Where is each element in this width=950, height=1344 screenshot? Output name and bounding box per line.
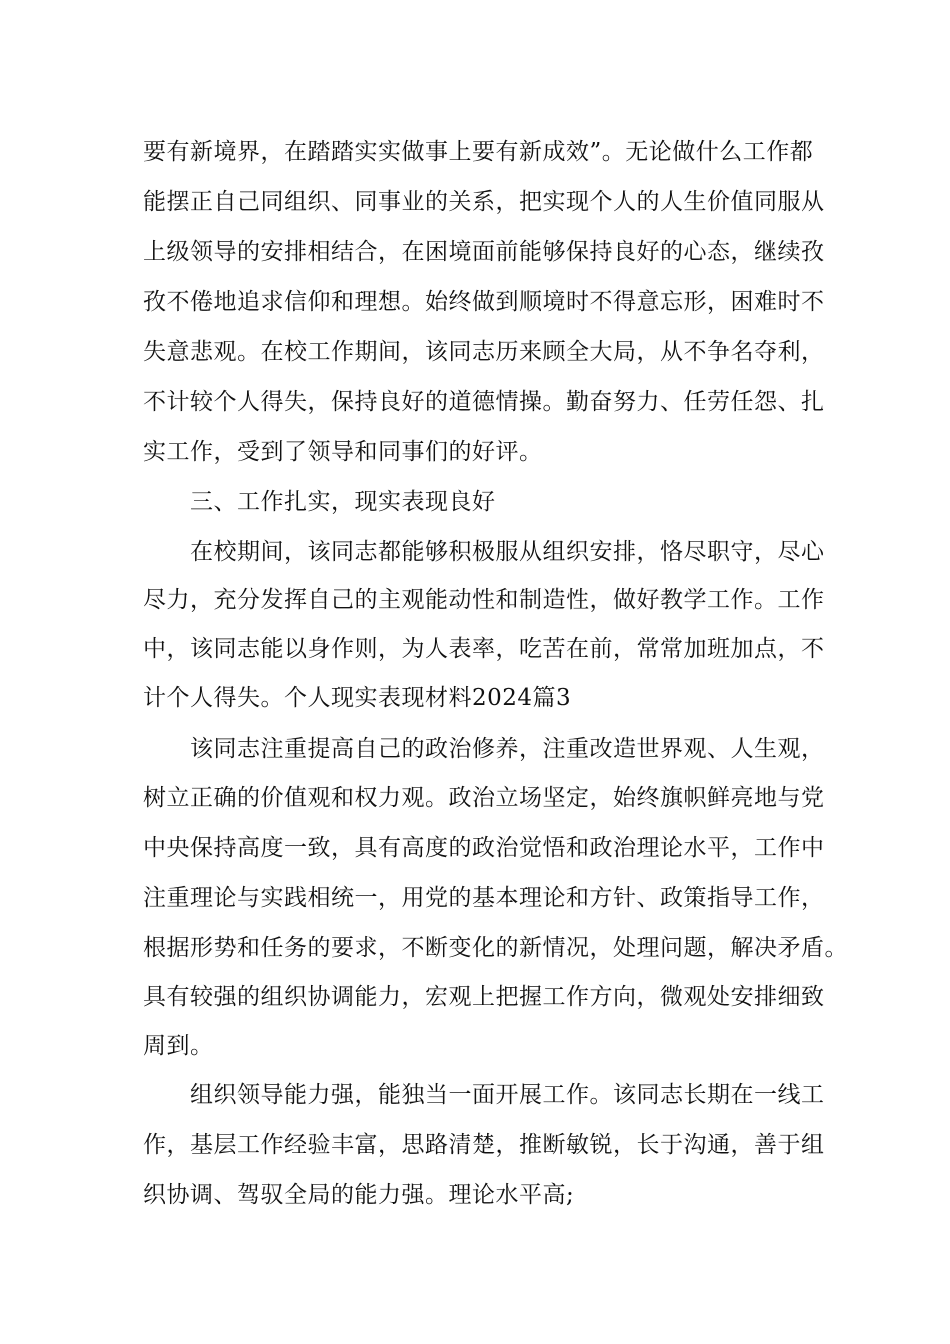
text-line: 能摆正自己同组织、同事业的关系，把实现个人的人生价值同服从 — [143, 189, 825, 215]
text-line: 中，该同志能以身作则，为人表率，吃苦在前，常常加班加点，不 — [143, 636, 825, 662]
text-line: 尽力，充分发挥自己的主观能动性和制造性，做好教学工作。工作 — [143, 587, 825, 613]
text-line: 实工作，受到了领导和同事们的好评。 — [143, 439, 543, 465]
text-line: 注重理论与实践相统一，用党的基本理论和方针、政策指导工作， — [143, 885, 825, 911]
text-line: 上级领导的安排相结合，在困境面前能够保持良好的心态，继续孜 — [143, 239, 825, 265]
text-line: 中央保持高度一致，具有高度的政治觉悟和政治理论水平，工作中 — [143, 835, 825, 861]
text-line: 周到。 — [143, 1033, 214, 1059]
text-line: 失意悲观。在校工作期间，该同志历来顾全大局，从不争名夺利， — [143, 339, 825, 365]
text-line: 根据形势和任务的要求，不断变化的新情况，处理问题，解决矛盾。 — [143, 935, 848, 961]
text-line: 要有新境界，在踏踏实实做事上要有新成效”。无论做什么工作都 — [143, 139, 814, 165]
text-line: 树立正确的价值观和权力观。政治立场坚定，始终旗帜鲜亮地与党 — [143, 785, 825, 811]
text-line: 作，基层工作经验丰富，思路清楚，推断敏锐，长于沟通，善于组 — [143, 1132, 825, 1158]
paragraph-start: 该同志注重提高自己的政治修养，注重改造世界观、人生观， — [190, 736, 825, 762]
text-line: 织协调、驾驭全局的能力强。理论水平高; — [143, 1182, 575, 1208]
text-line: 具有较强的组织协调能力，宏观上把握工作方向，微观处安排细致 — [143, 984, 825, 1010]
section-heading: 三、工作扎实，现实表现良好 — [190, 489, 496, 515]
paragraph-start: 组织领导能力强，能独当一面开展工作。该同志长期在一线工 — [190, 1082, 825, 1108]
text-line: 不计较个人得失，保持良好的道德情操。勤奋努力、任劳任怨、扎 — [143, 389, 825, 415]
text-line: 孜不倦地追求信仰和理想。始终做到顺境时不得意忘形，困难时不 — [143, 289, 825, 315]
paragraph-start: 在校期间，该同志都能够积极服从组织安排，恪尽职守，尽心 — [190, 539, 825, 565]
text-line: 计个人得失。个人现实表现材料2024篇3 — [143, 685, 572, 711]
